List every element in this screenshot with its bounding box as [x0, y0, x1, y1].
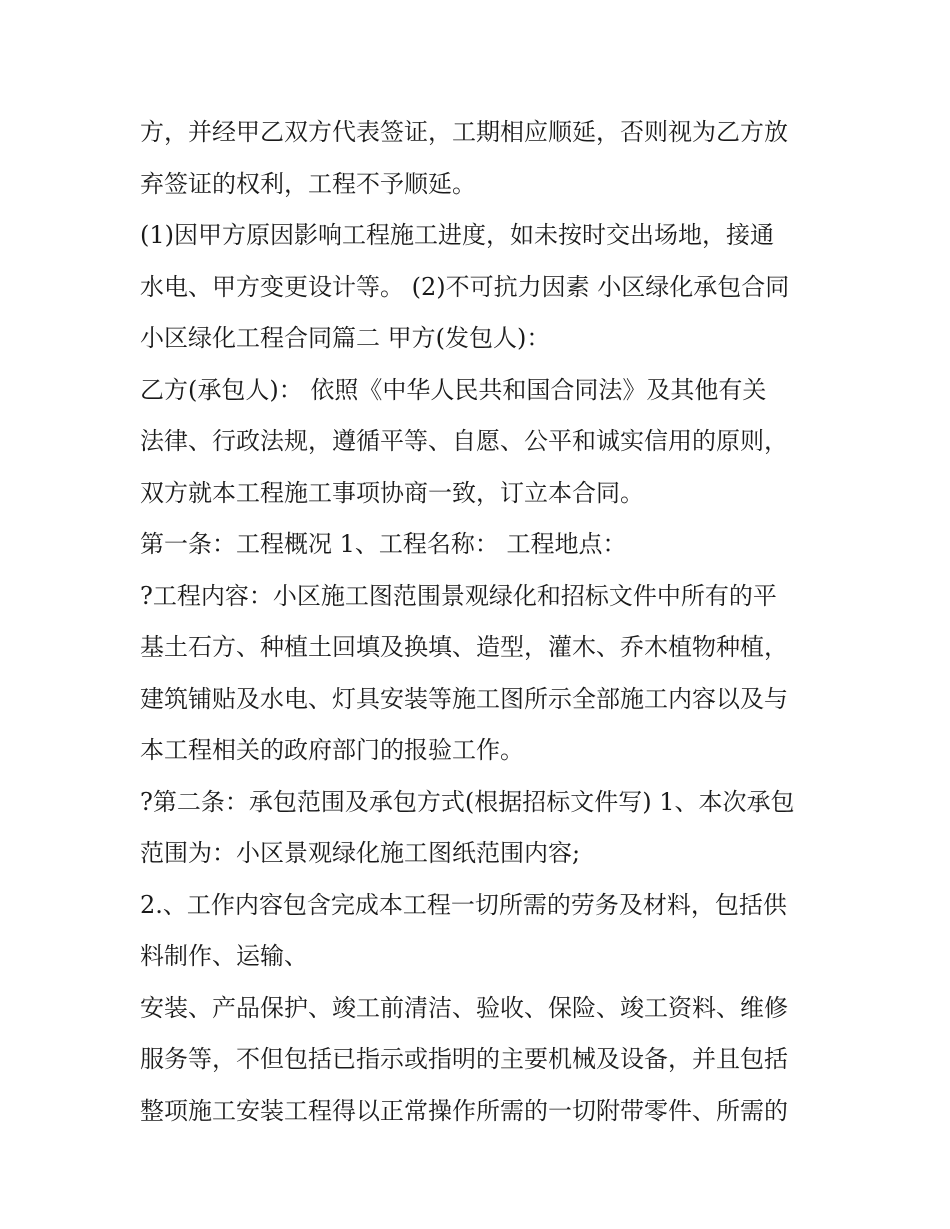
text-line: 水电、甲方变更设计等。 (2)不可抗力因素 小区绿化承包合同: [140, 272, 790, 301]
text-line: ?工程内容：小区施工图范围景观绿化和招标文件中所有的平: [140, 581, 777, 610]
text-line: 乙方(承包人)： 依照《中华人民共和国合同法》及其他有关: [140, 375, 767, 404]
text-line: 小区绿化工程合同篇二 甲方(发包人)：: [140, 324, 551, 352]
text-line: 安装、产品保护、竣工前清洁、验收、保险、竣工资料、维修: [140, 993, 788, 1022]
text-line: 弃签证的权利，工程不予顺延。: [140, 169, 476, 198]
contract-text: [140, 107, 820, 1137]
text-line: 本工程相关的政府部门的报验工作。: [140, 736, 524, 764]
text-line: 法律、行政法规，遵循平等、自愿、公平和诚实信用的原则，: [140, 427, 788, 455]
text-line: 料制作、运输、: [140, 942, 308, 970]
text-line: 范围为：小区景观绿化施工图纸范围内容;: [140, 839, 581, 867]
text-line: 双方就本工程施工事项协商一致，订立本合同。: [140, 478, 644, 507]
text-line: ?第二条：承包范围及承包方式(根据招标文件写) 1、本次承包: [140, 787, 795, 816]
text-line: 建筑铺贴及水电、灯具安装等施工图所示全部施工内容以及与: [140, 684, 788, 713]
text-line: (1)因甲方原因影响工程施工进度，如未按时交出场地，接通: [140, 221, 774, 249]
text-line: 整项施工安装工程得以正常操作所需的一切附带零件、所需的: [140, 1096, 788, 1125]
text-line: 2.、工作内容包含完成本工程一切所需的劳务及材料，包括供: [140, 890, 787, 919]
text-line: 第一条：工程概况 1、工程名称： 工程地点：: [140, 530, 627, 558]
text-line: 方，并经甲乙双方代表签证，工期相应顺延，否则视为乙方放: [140, 118, 788, 146]
text-line: 基土石方、种植土回填及换填、造型，灌木、乔木植物种植，: [140, 633, 788, 661]
text-line: 服务等，不但包括已指示或指明的主要机械及设备，并且包括: [140, 1045, 788, 1073]
